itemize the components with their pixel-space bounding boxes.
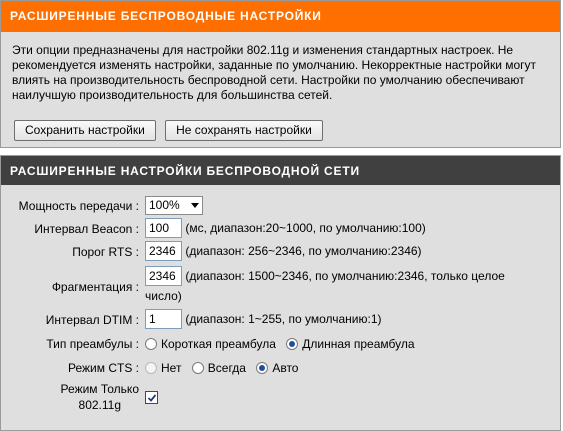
cts-auto-radio[interactable]: [256, 362, 268, 374]
preamble-label: Тип преамбулы :: [46, 337, 139, 351]
beacon-hint: (мс, диапазон:20~1000, по умолчанию:100): [185, 221, 426, 235]
checkmark-icon: [147, 393, 157, 403]
beacon-input[interactable]: 100: [145, 218, 182, 238]
cts-auto-label: Авто: [272, 360, 299, 375]
fragmentation-input[interactable]: 2346: [145, 266, 182, 286]
fragmentation-hint-1: (диапазон: 1500~2346, по умолчанию:2346, только целое: [185, 269, 505, 283]
rts-label: Порог RTS :: [72, 245, 139, 259]
advanced-wireless-panel: [0, 0, 561, 148]
section-title: РАСШИРЕННЫЕ НАСТРОЙКИ БЕСПРОВОДНОЙ СЕТИ: [1, 156, 560, 185]
rts-hint: (диапазон: 256~2346, по умолчанию:2346): [185, 244, 422, 258]
cts-label: Режим CTS :: [68, 361, 139, 375]
g-only-label-line2: 802.11g: [78, 398, 122, 412]
preamble-long-radio[interactable]: [286, 338, 298, 350]
preamble-short-label: Короткая преамбула: [161, 336, 276, 351]
wireless-settings-panel: [0, 155, 561, 431]
beacon-label: Интервал Beacon :: [34, 222, 139, 236]
tx-power-label: Мощность передачи :: [18, 199, 139, 213]
dont-save-settings-button[interactable]: Не сохранять настройки: [165, 120, 323, 141]
dtim-hint: (диапазон: 1~255, по умолчанию:1): [185, 312, 382, 326]
tx-power-value: 100%: [149, 198, 180, 212]
fragmentation-label: Фрагментация :: [51, 280, 139, 294]
g-only-checkbox[interactable]: [145, 391, 158, 404]
fragmentation-hint-2: число): [145, 289, 182, 303]
g-only-label: [61, 381, 139, 413]
panel-title: РАСШИРЕННЫЕ БЕСПРОВОДНЫЕ НАСТРОЙКИ: [1, 1, 560, 32]
preamble-long-label: Длинная преамбула: [302, 336, 415, 351]
preamble-short-radio[interactable]: [145, 338, 157, 350]
chevron-down-icon: [191, 203, 199, 208]
panel-description: Эти опции предназначены для настройки 802.11g и изменения стандартных настроек. Не рекомендуется изменять настройки, заданные по умолчанию. Некорректные настройки могут влиять на производительность беспроводной сети. Настройки по умолчанию обеспечивают наилучшую производительность для большинства сетей.: [12, 43, 537, 102]
rts-input[interactable]: 2346: [145, 241, 182, 261]
cts-always-label: Всегда: [207, 360, 246, 375]
cts-always-radio[interactable]: [192, 362, 204, 374]
tx-power-select[interactable]: [145, 196, 203, 215]
dtim-label: Интервал DTIM :: [45, 313, 139, 327]
button-row: [14, 120, 329, 141]
cts-none-radio[interactable]: [145, 362, 157, 374]
dtim-input[interactable]: 1: [145, 309, 182, 329]
cts-none-label: Нет: [161, 360, 182, 375]
save-settings-button[interactable]: Сохранить настройки: [14, 120, 156, 141]
g-only-label-line1: Режим Только: [60, 382, 139, 396]
